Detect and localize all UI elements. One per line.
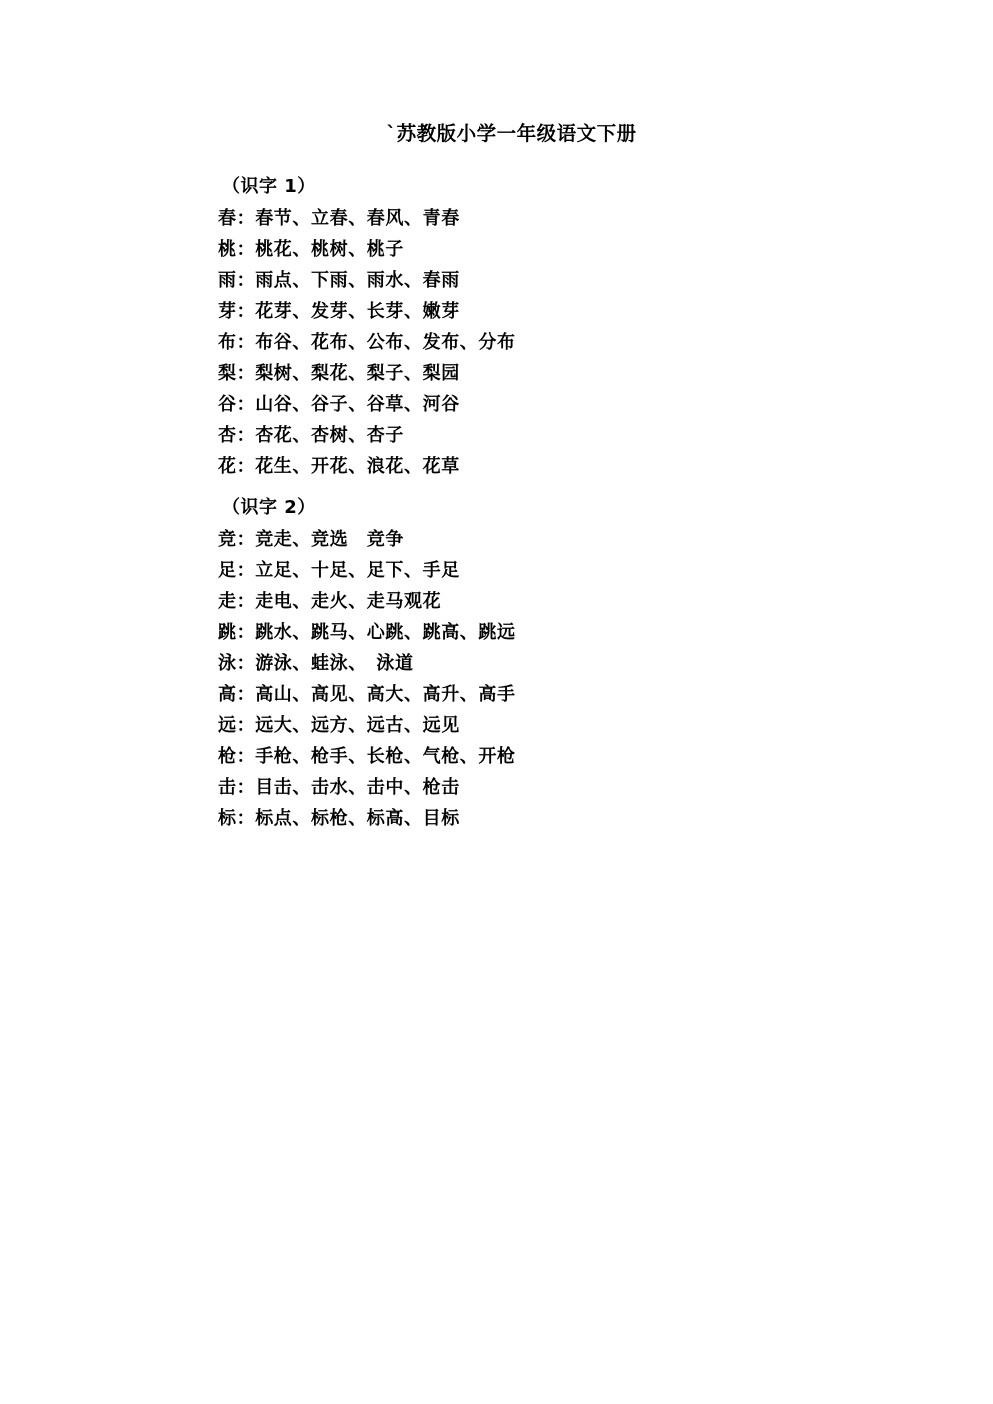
vocab-entry: 雨：雨点、下雨、雨水、春雨	[218, 270, 460, 291]
section-shizi-2	[120, 493, 873, 828]
vocab-entry: 桃：桃花、桃树、桃子	[218, 239, 404, 260]
vocab-entry: 走：走电、走火、走马观花	[218, 591, 442, 612]
page-title: `苏教版小学一年级语文下册	[386, 122, 637, 145]
vocab-entry: 芽：花芽、发芽、长芽、嫩芽	[218, 301, 460, 322]
vocab-entry: 泳：游泳、蛙泳、 泳道	[218, 653, 414, 674]
entry-list	[120, 210, 873, 476]
vocab-entry: 布：布谷、花布、公布、发布、分布	[218, 332, 516, 353]
vocab-entry: 杏：杏花、杏树、杏子	[218, 425, 404, 446]
vocab-entry: 足：立足、十足、足下、手足	[218, 560, 460, 581]
vocab-entry: 击：目击、击水、击中、枪击	[218, 777, 460, 798]
section-heading: （识字 1）	[222, 176, 316, 197]
vocab-entry: 标：标点、标枪、标高、目标	[218, 808, 460, 829]
entry-list	[120, 531, 873, 828]
vocab-entry: 花：花生、开花、浪花、花草	[218, 456, 460, 477]
section-heading: （识字 2）	[222, 497, 316, 518]
section-spacer	[120, 476, 873, 493]
vocab-entry: 谷：山谷、谷子、谷草、河谷	[218, 394, 460, 415]
vocab-entry: 远：远大、远方、远古、远见	[218, 715, 460, 736]
vocab-entry: 梨：梨树、梨花、梨子、梨园	[218, 363, 460, 384]
vocab-entry: 跳：跳水、跳马、心跳、跳高、跳远	[218, 622, 516, 643]
vocab-entry: 春：春节、立春、春风、青春	[218, 208, 460, 229]
vocab-entry: 竞：竞走、竞选 竞争	[218, 529, 404, 550]
vocab-entry: 高：高山、高见、高大、高升、高手	[218, 684, 516, 705]
vocab-entry: 枪：手枪、枪手、长枪、气枪、开枪	[218, 746, 516, 767]
section-shizi-1	[120, 172, 873, 476]
